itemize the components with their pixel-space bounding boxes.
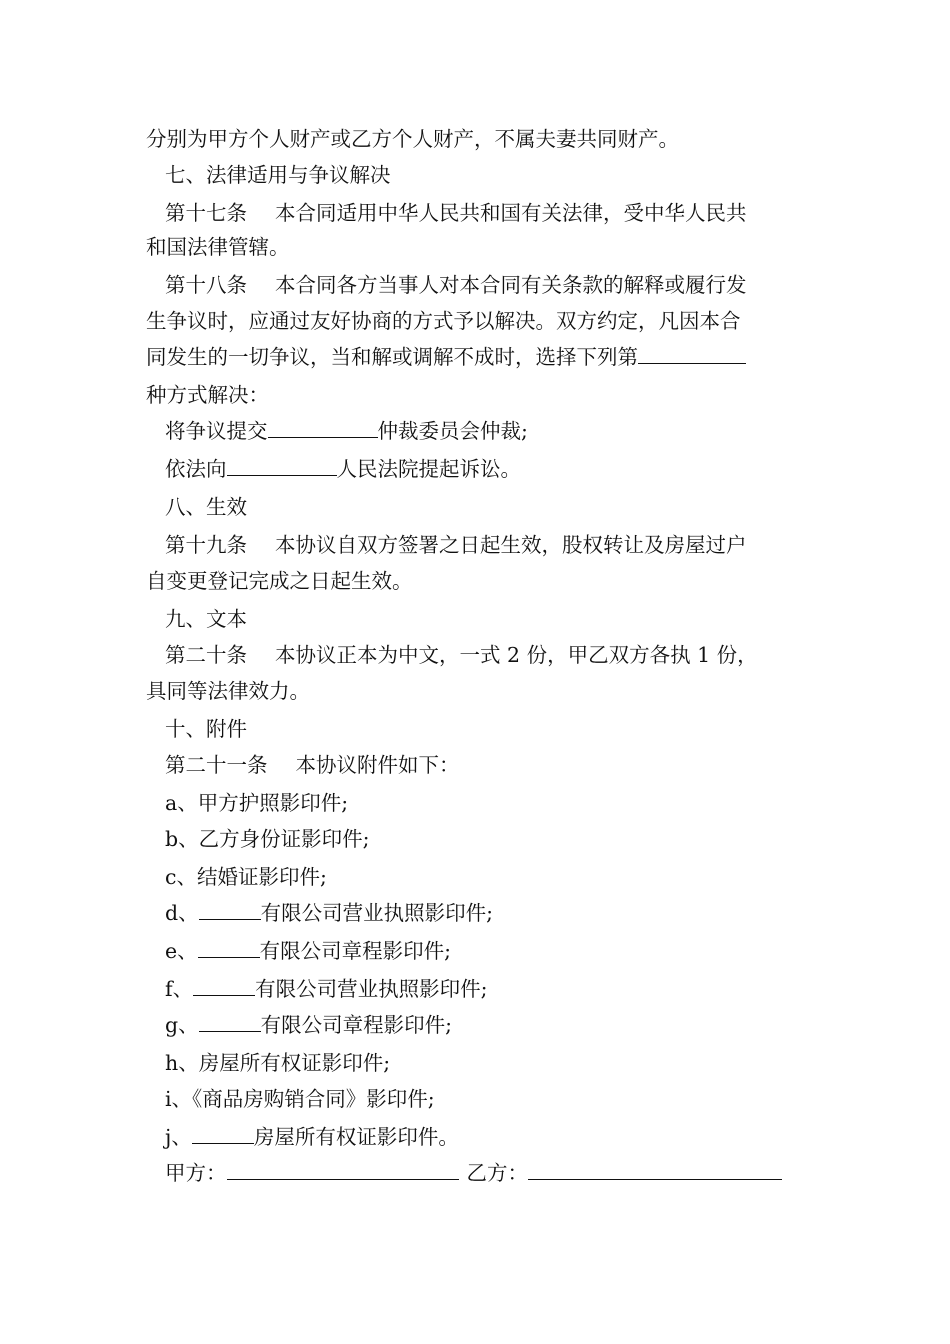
paragraph-line: 自变更登记完成之日起生效。 xyxy=(146,569,413,593)
fill-in-blank[interactable] xyxy=(198,939,260,958)
section-heading: 八、生效 xyxy=(165,495,247,519)
article-21 xyxy=(165,752,460,778)
fill-in-blank[interactable] xyxy=(268,419,378,438)
paragraph-line: 和国法律管辖。 xyxy=(146,235,290,259)
article-19 xyxy=(165,532,747,558)
option-text: 依法向 xyxy=(165,457,227,481)
party-b-label: 乙方： xyxy=(466,1161,528,1185)
item-marker: j、 xyxy=(165,1125,192,1149)
fill-in-blank[interactable] xyxy=(192,1125,254,1144)
item-text: 有限公司营业执照影印件; xyxy=(255,977,488,1001)
section-heading: 十、附件 xyxy=(165,717,247,741)
paragraph-line xyxy=(146,344,746,370)
signature-line xyxy=(165,1160,782,1186)
attachment-item xyxy=(165,900,493,926)
article-number: 第二十条 xyxy=(165,643,247,667)
attachment-item xyxy=(165,1124,459,1150)
article-number: 第十七条 xyxy=(165,201,247,225)
paragraph-line: 具同等法律效力。 xyxy=(146,679,310,703)
fill-in-blank[interactable] xyxy=(199,901,261,920)
item-marker: e、 xyxy=(165,939,198,963)
article-text: 本协议自双方签署之日起生效，股权转让及房屋过户 xyxy=(275,533,747,557)
attachment-item xyxy=(165,938,451,964)
paragraph-line: 生争议时，应通过友好协商的方式予以解决。双方约定，凡因本合 xyxy=(146,309,741,333)
article-17 xyxy=(165,200,747,226)
fill-in-blank[interactable] xyxy=(638,345,746,364)
fill-in-blank[interactable] xyxy=(193,977,255,996)
attachment-item xyxy=(165,976,488,1002)
attachment-item: b、乙方身份证影印件; xyxy=(165,827,370,851)
article-number: 第十八条 xyxy=(165,273,247,297)
item-marker: f、 xyxy=(165,977,194,1001)
option-text: 人民法院提起诉讼。 xyxy=(336,457,521,481)
article-text: 本合同各方当事人对本合同有关条款的解释或履行发 xyxy=(275,273,747,297)
fill-in-blank[interactable] xyxy=(199,1013,261,1032)
litigation-option xyxy=(165,456,521,482)
paragraph-line: 分别为甲方个人财产或乙方个人财产，不属夫妻共同财产。 xyxy=(146,127,679,151)
article-text: 本协议附件如下： xyxy=(295,753,460,777)
item-marker: d、 xyxy=(165,901,199,925)
item-text: 有限公司章程影印件; xyxy=(259,939,452,963)
item-text: 房屋所有权证影印件。 xyxy=(253,1125,459,1149)
party-a-signature-blank[interactable] xyxy=(227,1161,459,1180)
line-text: 同发生的一切争议，当和解或调解不成时，选择下列第 xyxy=(146,345,638,369)
arbitration-option xyxy=(165,418,528,444)
option-text: 将争议提交 xyxy=(165,419,268,443)
attachment-item: c、结婚证影印件; xyxy=(165,865,327,889)
article-text: 本合同适用中华人民共和国有关法律，受中华人民共 xyxy=(275,201,747,225)
section-heading: 九、文本 xyxy=(165,607,247,631)
article-20 xyxy=(165,642,758,668)
article-number: 第十九条 xyxy=(165,533,247,557)
section-heading: 七、法律适用与争议解决 xyxy=(165,163,391,187)
attachment-item: h、房屋所有权证影印件; xyxy=(165,1051,391,1075)
attachment-item: i、《商品房购销合同》影印件; xyxy=(165,1087,435,1111)
attachment-item: a、甲方护照影印件; xyxy=(165,791,349,815)
party-a-label: 甲方： xyxy=(165,1161,227,1185)
party-b-signature-blank[interactable] xyxy=(528,1161,782,1180)
option-text: 仲裁委员会仲裁; xyxy=(377,419,528,443)
item-marker: g、 xyxy=(165,1013,199,1037)
fill-in-blank[interactable] xyxy=(227,457,337,476)
article-text: 本协议正本为中文，一式 2 份，甲乙双方各执 1 份， xyxy=(275,643,758,667)
article-18 xyxy=(165,272,747,298)
article-number: 第二十一条 xyxy=(165,753,268,777)
paragraph-line: 种方式解决： xyxy=(146,383,269,407)
item-text: 有限公司营业执照影印件; xyxy=(260,901,494,925)
attachment-item xyxy=(165,1012,452,1038)
item-text: 有限公司章程影印件; xyxy=(260,1013,453,1037)
